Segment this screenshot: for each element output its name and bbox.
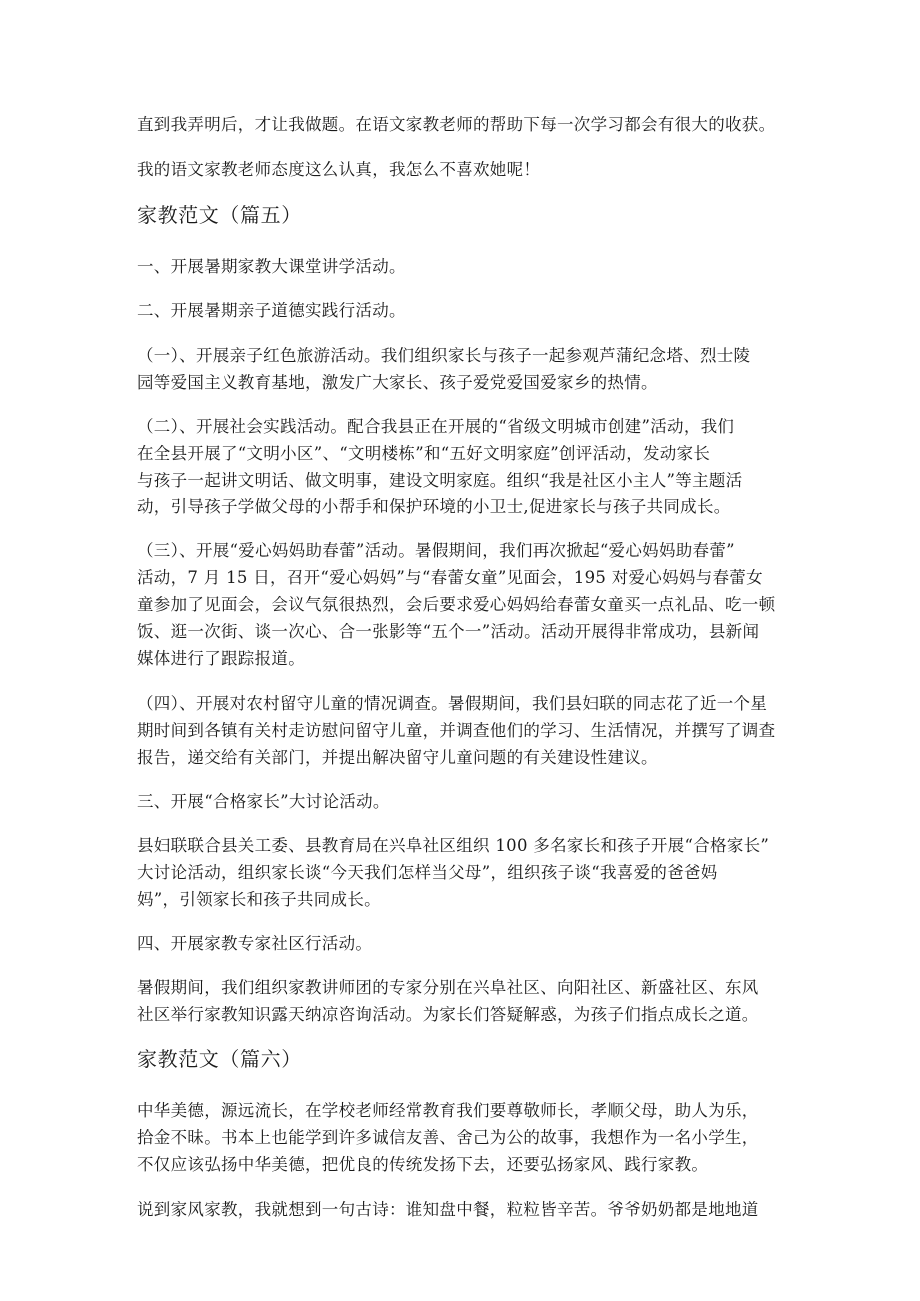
list-item-heading: 一、开展暑期家教大课堂讲学活动。 bbox=[137, 257, 406, 276]
sub-item-line: 园等爱国主义教育基地，激发广大家长、孩子爱党爱国爱家乡的热情。 bbox=[137, 373, 658, 392]
sub-item-line: 童参加了见面会，会议气氛很热烈，会后要求爱心妈妈给春蕾女童买一点礼品、吃一顿 bbox=[137, 595, 776, 614]
sub-item-line: 报告，递交给有关部门，并提出解决留守儿童问题的有关建设性建议。 bbox=[137, 748, 658, 767]
paragraph-line: 社区举行家教知识露天纳凉咨询活动。为家长们答疑解惑，为孩子们指点成长之道。 bbox=[137, 1005, 759, 1024]
section-heading-part-five: 家教范文（篇五） bbox=[137, 203, 302, 227]
paragraph-line: 拾金不昧。书本上也能学到许多诚信友善、舍己为公的故事，我想作为一名小学生， bbox=[137, 1128, 759, 1147]
paragraph-line: 县妇联联合县关工委、县教育局在兴阜社区组织 100 多名家长和孩子开展“合格家长” bbox=[137, 836, 770, 855]
sub-item-line: 媒体进行了跟踪报道。 bbox=[137, 649, 305, 668]
paragraph-line: 中华美德，源远流长，在学校老师经常教育我们要尊敬师长，孝顺父母，助人为乐， bbox=[137, 1101, 759, 1120]
sub-item-line: （一）、开展亲子红色旅游活动。我们组织家长与孩子一起参观芦蒲纪念塔、烈士陵 bbox=[137, 346, 751, 365]
list-item-heading: 四、开展家教专家社区行活动。 bbox=[137, 934, 373, 953]
sub-item-line: 期时间到各镇有关村走访慰问留守儿童，并调查他们的学习、生活情况，并撰写了调查 bbox=[137, 721, 776, 740]
paragraph-line: 暑假期间，我们组织家教讲师团的专家分别在兴阜社区、向阳社区、新盛社区、东风 bbox=[137, 978, 759, 997]
paragraph-line: 大讨论活动，组织家长谈“今天我们怎样当父母”，组织孩子谈“我喜爱的爸爸妈 bbox=[137, 863, 718, 882]
section-heading-part-six: 家教范文（篇六） bbox=[137, 1047, 302, 1071]
paragraph-intro-line: 直到我弄明后，才让我做题。在语文家教老师的帮助下每一次学习都会有很大的收获。 bbox=[137, 115, 776, 134]
paragraph-line: 说到家风家教，我就想到一句古诗：谁知盘中餐，粒粒皆辛苦。爷爷奶奶都是地地道 bbox=[137, 1200, 759, 1219]
sub-item-line: （三）、开展“爱心妈妈助春蕾”活动。暑假期间，我们再次掀起“爱心妈妈助春蕾” bbox=[137, 541, 735, 560]
sub-item-line: 动，引导孩子学做父母的小帮手和保护环境的小卫士,促进家长与孩子共同成长。 bbox=[137, 497, 731, 516]
paragraph-intro-line: 我的语文家教老师态度这么认真，我怎么不喜欢她呢！ bbox=[137, 160, 541, 179]
sub-item-line: 在全县开展了“文明小区”、“文明楼栋”和“五好文明家庭”创评活动，发动家长 bbox=[137, 444, 711, 463]
paragraph-line: 妈”，引领家长和孩子共同成长。 bbox=[137, 890, 381, 909]
sub-item-line: 与孩子一起讲文明话、做文明事，建设文明家庭。组织“我是社区小主人”等主题活 bbox=[137, 471, 743, 490]
sub-item-line: （四）、开展对农村留守儿童的情况调查。暑假期间，我们县妇联的同志花了近一个星 bbox=[137, 694, 768, 713]
sub-item-line: （二）、开展社会实践活动。配合我县正在开展的“省级文明城市创建”活动，我们 bbox=[137, 417, 735, 436]
list-item-heading: 二、开展暑期亲子道德实践行活动。 bbox=[137, 301, 406, 320]
sub-item-line: 活动，7 月 15 日，召开“爱心妈妈”与“春蕾女童”见面会，195 对爱心妈妈与春蕾女 bbox=[137, 568, 763, 587]
paragraph-line: 不仅应该弘扬中华美德，把优良的传统发扬下去，还要弘扬家风、践行家教。 bbox=[137, 1155, 709, 1174]
sub-item-line: 饭、逛一次街、谈一次心、合一张影等“五个一”活动。活动开展得非常成功，县新闻 bbox=[137, 622, 760, 641]
list-item-heading: 三、开展“合格家长”大讨论活动。 bbox=[137, 792, 390, 811]
